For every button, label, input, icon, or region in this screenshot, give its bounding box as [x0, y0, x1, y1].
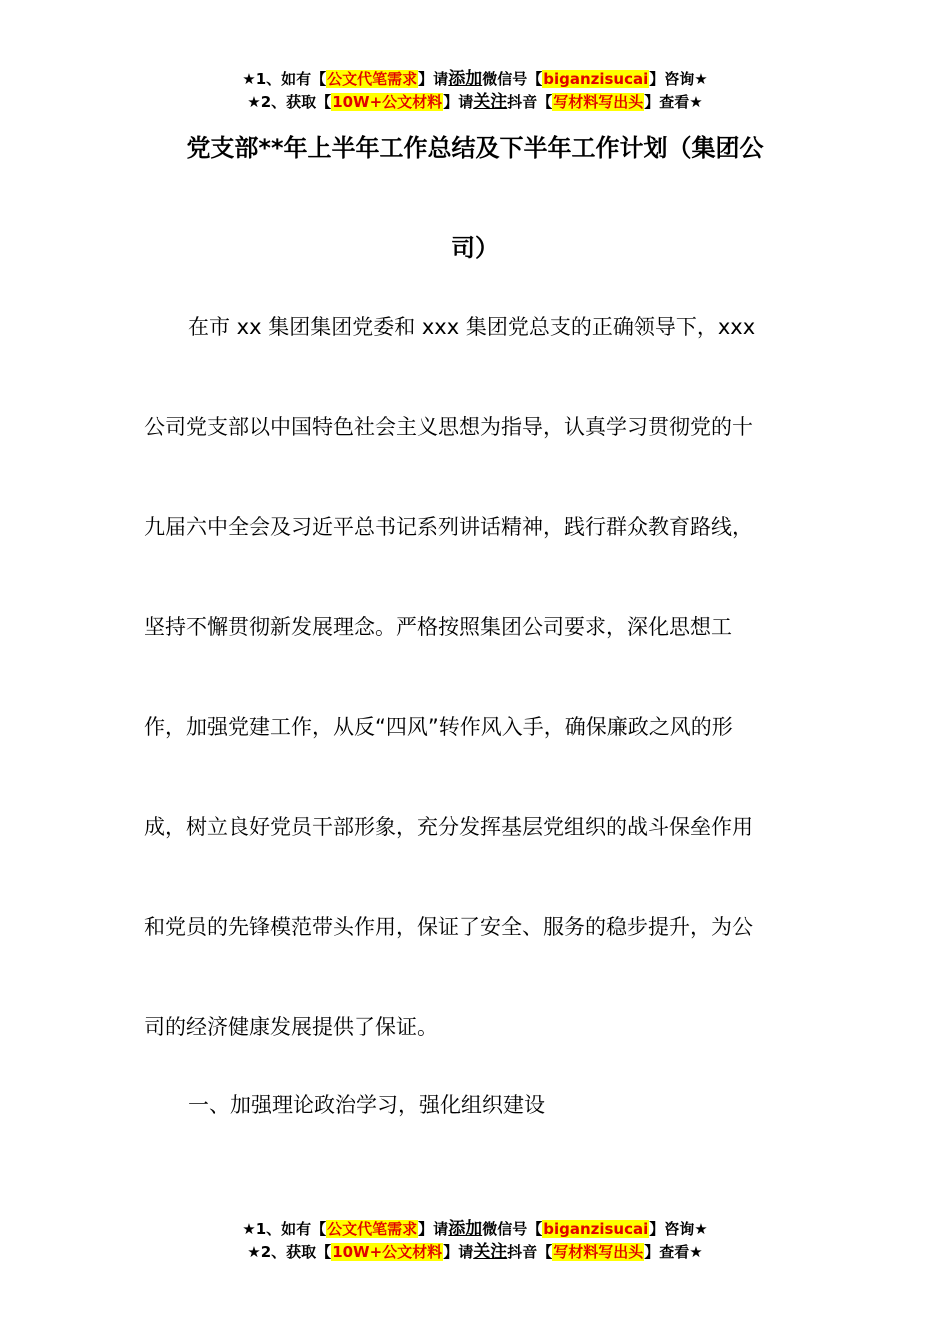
- ghostwriting-highlight: 公文代笔需求: [327, 70, 418, 88]
- body-line-3: 九届六中全会及习近平总书记系列讲话精神，践行群众教育路线，: [144, 515, 753, 539]
- materials-highlight: 10W+公文材料: [332, 93, 443, 111]
- banner-line-1: ★1、如有【公文代笔需求】请添加微信号【biganzisucai】咨询★: [242, 1219, 708, 1239]
- banner-line-1: ★1、如有【公文代笔需求】请添加微信号【biganzisucai】咨询★: [242, 69, 708, 89]
- banner-line-2: ★2、获取【10W+公文材料】请关注抖音【写材料写出头】查看★: [247, 1242, 703, 1262]
- top-banner: [0, 68, 950, 114]
- follow-emphasis: 关注: [473, 92, 508, 112]
- ghostwriting-highlight: 公文代笔需求: [327, 1220, 418, 1238]
- page-title-line-2: 司）: [451, 234, 499, 262]
- body-line-1: 在市 xx 集团集团党委和 xxx 集团党总支的正确领导下，xxx: [188, 315, 756, 339]
- wechat-id-highlight: biganzisucai: [543, 70, 649, 88]
- body-line-8: 司的经济健康发展提供了保证。: [144, 1015, 438, 1039]
- star-icon: ★: [242, 1220, 256, 1238]
- douyin-highlight: 写材料写出头: [553, 1243, 644, 1261]
- follow-emphasis: 关注: [473, 1242, 508, 1262]
- page-title-line-1: 党支部**年上半年工作总结及下半年工作计划（集团公: [186, 134, 764, 162]
- bottom-banner: [0, 1218, 950, 1264]
- add-emphasis: 添加: [448, 1219, 483, 1239]
- section-heading: 一、加强理论政治学习，强化组织建设: [188, 1093, 545, 1117]
- body-line-5: 作，加强党建工作，从反“四风”转作风入手，确保廉政之风的形: [144, 715, 733, 739]
- douyin-highlight: 写材料写出头: [553, 93, 644, 111]
- wechat-id-highlight: biganzisucai: [543, 1220, 649, 1238]
- materials-highlight: 10W+公文材料: [332, 1243, 443, 1261]
- body-line-4: 坚持不懈贯彻新发展理念。严格按照集团公司要求，深化思想工: [144, 615, 732, 639]
- add-emphasis: 添加: [448, 69, 483, 89]
- body-line-6: 成，树立良好党员干部形象，充分发挥基层党组织的战斗保垒作用: [144, 815, 753, 839]
- star-icon: ★: [247, 93, 261, 111]
- body-line-2: 公司党支部以中国特色社会主义思想为指导，认真学习贯彻党的十: [144, 415, 753, 439]
- banner-line-2: ★2、获取【10W+公文材料】请关注抖音【写材料写出头】查看★: [247, 92, 703, 112]
- body-line-7: 和党员的先锋模范带头作用，保证了安全、服务的稳步提升，为公: [144, 915, 753, 939]
- star-icon: ★: [242, 70, 256, 88]
- star-icon: ★: [247, 1243, 261, 1261]
